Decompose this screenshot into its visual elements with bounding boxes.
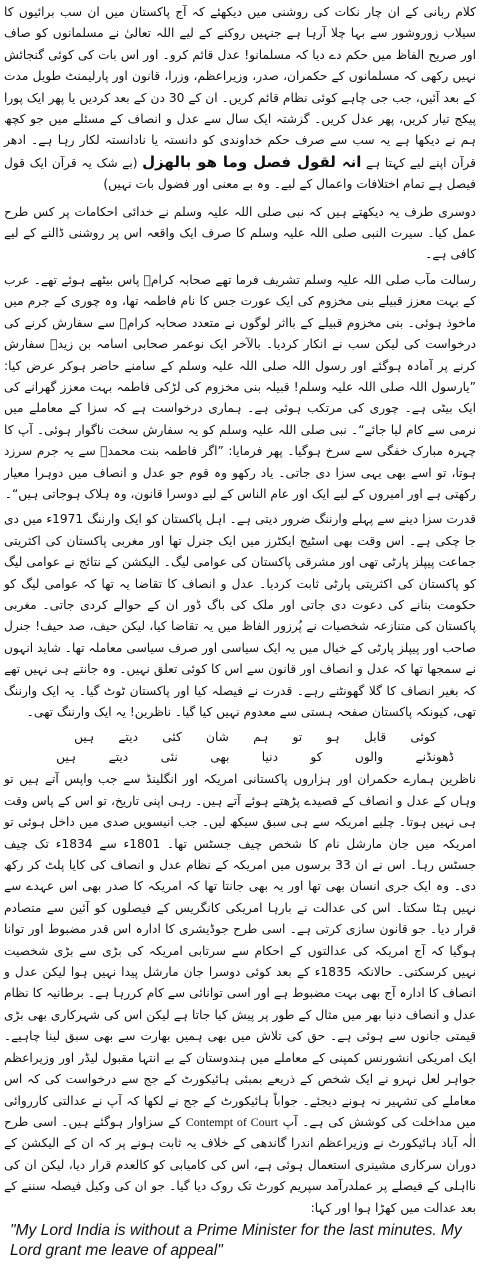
paragraph-text: ناظرین ہمارے حکمران اور ہزاروں پاکستانی امریکہ اور انگلینڈ سے جب واپس آتے ہیں تو وہاں کے عدل و انصاف کے قصیدے پڑھتے ہوئے آتے ہیں۔ رہی اپنی تاریخ، تو اس کے پاس وقت ہی نہیں ہوتا۔ چلیے امریکہ سے ہی سبق سیکھ لیں۔ جب انیسویں صدی میں داخل ہوئی تو امریکہ میں جان مارشل نام کا شخص چیف جسٹس تھا۔ 1801ء سے 1834ء تک چیف جسٹس رہا۔ اس نے ان 33 برسوں میں امریکہ کے نظام عدل و انصاف کی کایا پلٹ کر رکھ دی۔ وہ ایک جری انسان بھی تھا اور یہ بھی جانتا تھا کہ امریکہ کا صدر بھی اس عہدے سے نہیں ہٹا سکتا۔ اس کی عدالت نے بارہا امریکی کانگریس کے فیصلوں کو آئین سے متصادم قرار دیا۔ جو قانون سازی کرتی ہے۔ اسی طرح جوڈیشری کا ادارہ اس قدر مضبوط اور توانا ہوگیا کہ آج امریکہ کی عدالتوں کے احکام سے سرتابی امریکہ کی بڑی سے بڑی شخصیت نہیں کرسکتی۔ حالانکہ 1835ء کے بعد کوئی دوسرا جان مارشل پیدا نہیں ہوا لیکن عدل و انصاف کا ادارہ آج بھی بہت مضبوط ہے اور اسی توانائی سے کام کررہا ہے۔ برطانیہ کا نظام عدل و انصاف دنیا بھر میں مثال کے طور پر پیش کیا جاتا ہے لیکن اس کی شہرکاری بھی بڑی قیمتی جانوں سے ہوئی ہے۔ حق کی تلاش میں بھی ہمیں بھارت سے بھی سبق لینا چاہیے۔ ایک امریکی انشورنس کمپنی کے معاملے میں ہندوستان کے بے انتہا مقبول لیڈر اور وزیراعظم جواہر لعل نہرو نے ایک شخص کے ذریعے بمبئی ہائیکورٹ کے جج سے درخواست کی کہ اس معاملے کی تشہیر نہ ہونے دیجئے۔ جواباً ہائیکورٹ کے جج نے لکھا کہ آپ نے عدالتی کارروائی میں مداخلت کی کوشش کی ہے۔ آپ — [4, 772, 477, 1129]
paragraph-prophet-example: دوسری طرف یہ دیکھتے ہیں کہ نبی صلی اللہ علیہ وسلم نے خدائی احکامات پر کس طرح عمل کیا۔ سیرت النبی صلی اللہ علیہ وسلم کا صرف ایک واقعہ اس پر روشنی ڈالنے کے لیے کافی ہے۔ — [4, 204, 476, 262]
verse-word: ہیں — [56, 750, 77, 765]
verse-word: ہو — [326, 730, 340, 745]
english-quote: "My Lord India is without a Prime Minister for the last minutes. My Lord grant me leave of appeal" — [10, 1221, 462, 1259]
verse-word: والوں — [354, 750, 384, 765]
poetry-couplet — [4, 727, 476, 767]
paragraph-text: کلام ربانی کے ان چار نکات کی روشنی میں دیکھئے کہ آج پاکستان میں ان سب برائیوں کا سیلاب زوروشور سے بہا چلا آرہا ہے جنہیں روکنے کے لیے اللہ تعالیٰ نے مسلمانوں کو صاف اور صریح الفاظ میں حکم دے دیا کہ مسلمانو! عدل قائم کرو۔ اور اس بات کی کوئی گنجائش نہیں رکھی کہ مسلمانوں کے حکمران، صدر، وزیراعظم، وزرا، قانون اور پارلیمنٹ طویل مدت کے بعد آئیں، جب جی چاہے کوئی نظام قائم کریں۔ ان کے 30 دن کے بعد کردیں یا پھر ایک پورا پیکج تیار کریں، پھر عدل کریں۔ گزشتہ ایک سال سے عدل و انصاف کے مسئلے میں جو کچھ ہم نے دیکھا ہے یہ سب سے صرف حکم خداوندی کو دانستہ یا نادانستہ لکار رہا ہے۔ ادھر قرآن اپنے لیے کہتا ہے — [4, 5, 477, 170]
verse-word: بھی — [210, 750, 230, 765]
verse-word: دیتے — [118, 730, 139, 745]
verse-word: ڈھونڈنے — [415, 750, 454, 765]
paragraph-1971-warning: قدرت سزا دینے سے پہلے وارننگ ضرور دیتی ہے۔ اہل پاکستان کو ایک وارننگ 1971ء میں دی جا چکی ہے۔ اس وقت بھی اسٹیج ایکٹرز میں ایک جنرل تھا اور مغربی پاکستان کی اکثریتی جماعت پیپلز پارٹی تھی اور مشرقی پاکستان کی عوامی لیگ۔ الیکشن کے نتائج نے عوامی لیگ کو پاکستان کی اکثریتی پارٹی ثابت کردیا۔ عدل و انصاف کا تقاضا یہ تھا کہ عوامی لیگ کو حکومت بنانے کی دعوت دی جاتی اور ملک کی باگ ڈور ان کے حوالے کردی جاتی۔ مغربی پاکستان کی متنازعہ شخصیات نے پُرزور الفاظ میں یہ تقاضا کیا، لیکن حیف، صد حیف! جنرل صاحب اور پیپلز پارٹی کے خیال میں یہ ایک سیاسی اور صرف سیاسی معاملہ تھا۔ شاید انہوں نے سمجھا تھا کہ عدل و انصاف اور قانون سے اس کا کوئی تعلق نہیں۔ وہ جانتے ہی نہیں تھے کہ بغیر انصاف کا گلا گھونٹنے رہے۔ قدرت نے فیصلہ کیا اور پاکستان ٹوٹ گیا۔ یہ ایک وارننگ تھی، کیونکہ پاکستان صفحہ ہستی سے معدوم نہیں کیا گیا۔ ناظرین! یہ ایک وارننگ تھی۔ — [4, 512, 476, 719]
verse-word: کوئی — [410, 730, 436, 745]
paragraph-text-tail: کے سزاوار ہوگئے ہیں۔ اسی طرح الٰہ آباد ہائیکورٹ نے وزیراعظم اندرا گاندھی کے خلاف یہ ثابت ہونے پر کہ ان کے الیکشن کے دوران سرکاری مشینری استعمال ہوئی ہے، اس کی کامیابی کو کالعدم قرار دیا، لیکن ان کی نااہلی کے فیصلے پر عملدرآمد سپریم کورٹ تک روک دیا گیا۔ جو ان کی وکیل فیصلہ سننے کے بعد عدالت میں کھڑا ہوا اور کہا: — [4, 1114, 476, 1215]
arabic-verse: انہ لقول فصل وما ھو بالھزل — [142, 152, 362, 171]
verse-word: ہم — [253, 730, 269, 745]
verse-word: شان — [206, 730, 229, 745]
verse-word: کئی — [162, 730, 182, 745]
contempt-of-court-term: Contempt of Court — [185, 1114, 278, 1129]
verse-word: کو — [310, 750, 323, 765]
paragraph-quran-points — [4, 2, 476, 196]
verse-word: ہیں — [74, 730, 95, 745]
verse-word: نئی — [160, 750, 178, 765]
couplet-line-1 — [4, 727, 476, 747]
verse-word: تو — [292, 730, 303, 745]
verse-word: قابل — [364, 730, 387, 745]
paragraph-justice-abroad — [4, 769, 476, 1219]
couplet-line-2 — [4, 747, 476, 767]
verse-word: دیتے — [108, 750, 129, 765]
verse-word: دنیا — [261, 750, 278, 765]
verse-translation: (بے شک یہ قرآن ایک قول فیصل ہے تمام اختلافات واعمال کے لیے۔ وہ بے معنی اور فضول بات نہیں) — [4, 155, 476, 192]
paragraph-fatima-story: رسالت مآب صلی اللہ علیہ وسلم تشریف فرما تھے صحابہ کرامؓ پاس بیٹھے ہوئے تھے۔ عرب کے بہت معزز قبیلے بنی مخزوم کی ایک عورت جس کا نام فاطمہ تھا، وہ چوری کے جرم میں ماخوذ ہوئی۔ بنی مخزوم قبیلے کے بااثر لوگوں نے متعدد صحابہ کرامؓ سے سفارش کرنے کی درخواست کی لیکن سب نے انکار کردیا۔ بالآخر ایک نوعمر صحابی اسامہ بن زیدؓ سفارش کرنے پر آمادہ ہوگئے اور رسول اللہ صلی اللہ علیہ وسلم کے سامنے حاضر ہوکر عرض کیا: ”یارسول اللہ صلی اللہ علیہ وسلم! قبیلہ بنی مخزوم کی لڑکی فاطمہ بہت معزز گھرانے کی ایک بیٹی ہے۔ چوری کی مرتکب ہوئی ہے۔ ہماری درخواست ہے کہ سزا کے معاملے میں نرمی سے کام لیا جائے“۔ نبی صلی اللہ علیہ وسلم کو یہ سفارش سخت ناگوار ہوئی۔ آپ کا چہرہ مبارک خفگی سے سرخ ہوگیا۔ پھر فرمایا: ”اگر فاطمہ بنت محمدؐ سے یہ جرم سرزد ہوتا، تو اسے بھی یہی سزا دی جاتی۔ یاد رکھو وہ قوم جو عدل و انصاف میں دوہرا معیار رکھتی ہے اور امیروں کے لیے ایک اور عام الناس کے لیے دوسرا قانون، وہ ہلاک ہوجاتی ہیں“۔ — [4, 272, 476, 501]
